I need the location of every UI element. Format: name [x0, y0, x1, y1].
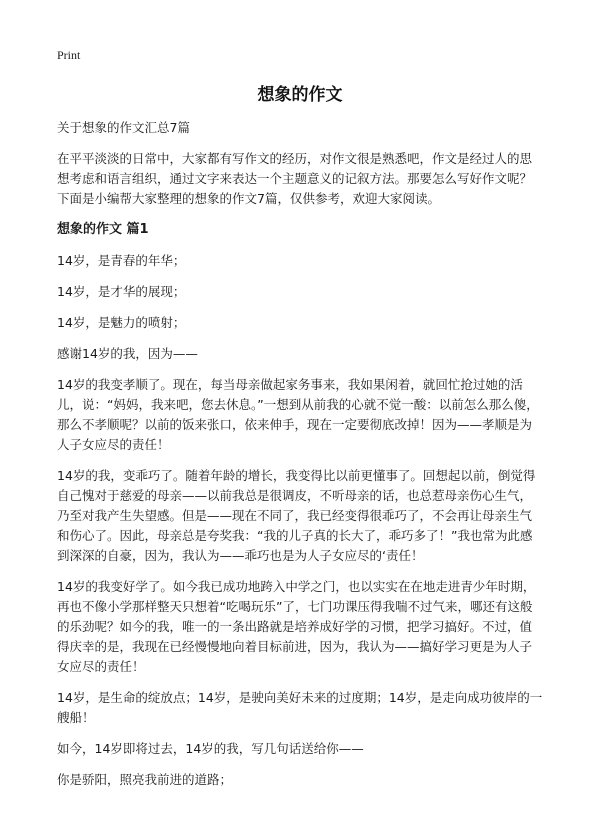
- intro-paragraph: 在平平淡淡的日常中，大家都有写作文的经历，对作文很是熟悉吧，作文是经过人的思想考虑和语言组织，通过文字来表达一个主题意义的记叙方法。那要怎么写好作文呢？下面是小编帮大家整理的想象的作文7篇，仅供参考，欢迎大家阅读。: [57, 151, 533, 206]
- paragraph-8: 14岁，是生命的绽放点；14岁，是驶向美好未来的过度期；14岁，是走向成功彼岸的一艘船！: [57, 690, 543, 725]
- paragraph-6: 14岁的我，变乖巧了。随着年龄的增长，我变得比以前更懂事了。回想起以前，倒觉得自己愧对于慈爱的母亲——以前我总是很调皮，不听母亲的话，也总惹母亲伤心生气，乃至对我产生失望感。但是——现在不同了，我已经变得很乖巧了，不会再让母亲生气和伤心了。因此，母亲总是夸奖我：“我的儿子真的长大了，乖巧多了！”我也常为此感到深深的自豪，因为，我认为——乖巧也是为人子女应尽的‘责任！: [57, 468, 536, 563]
- paragraph-9: 如今，14岁即将过去，14岁的我，写几句话送给你——: [57, 741, 364, 756]
- print-label[interactable]: Print: [57, 48, 81, 62]
- document-subtitle: 关于想象的作文汇总7篇: [57, 120, 190, 135]
- document-body: [57, 118, 544, 801]
- paragraph-2: 14岁，是才华的展现；: [57, 284, 186, 299]
- paragraph-4: 感谢14岁的我，因为——: [57, 346, 198, 361]
- paragraph-1: 14岁，是青春的年华；: [57, 253, 186, 268]
- paragraph-5: 14岁的我变孝顺了。现在，每当母亲做起家务事来，我如果闲着，就回忙抢过她的活儿，说：“妈妈，我来吧，您去休息。”一想到从前我的心就不觉一酸：以前怎么那么傻，那么不孝顺呢？以前的饭来张口，依来伸手，现在一定要彻底改掉！因为——孝顺是为人子女应尽的责任！: [57, 377, 539, 452]
- page-title: 想象的作文: [257, 85, 343, 105]
- paragraph-3: 14岁，是魅力的喷射；: [57, 315, 186, 330]
- paragraph-10: 你是骄阳，照亮我前进的道路；: [57, 772, 233, 787]
- section-heading: 想象的作文 篇1: [57, 222, 149, 237]
- paragraph-7: 14岁的我变好学了。如今我已成功地跨入中学之门，也以实实在在地走进青少年时期，再也不像小学那样整天只想着“吃喝玩乐”了，七门功课压得我喘不过气来，哪还有这般的乐劲呢？如今的我，唯一的一条出路就是培养成好学的习惯，把学习搞好。不过，值得庆幸的是，我现在已经慢慢地向着目标前进，因为，我认为——搞好学习更是为人子女应尽的责任！: [57, 579, 536, 674]
